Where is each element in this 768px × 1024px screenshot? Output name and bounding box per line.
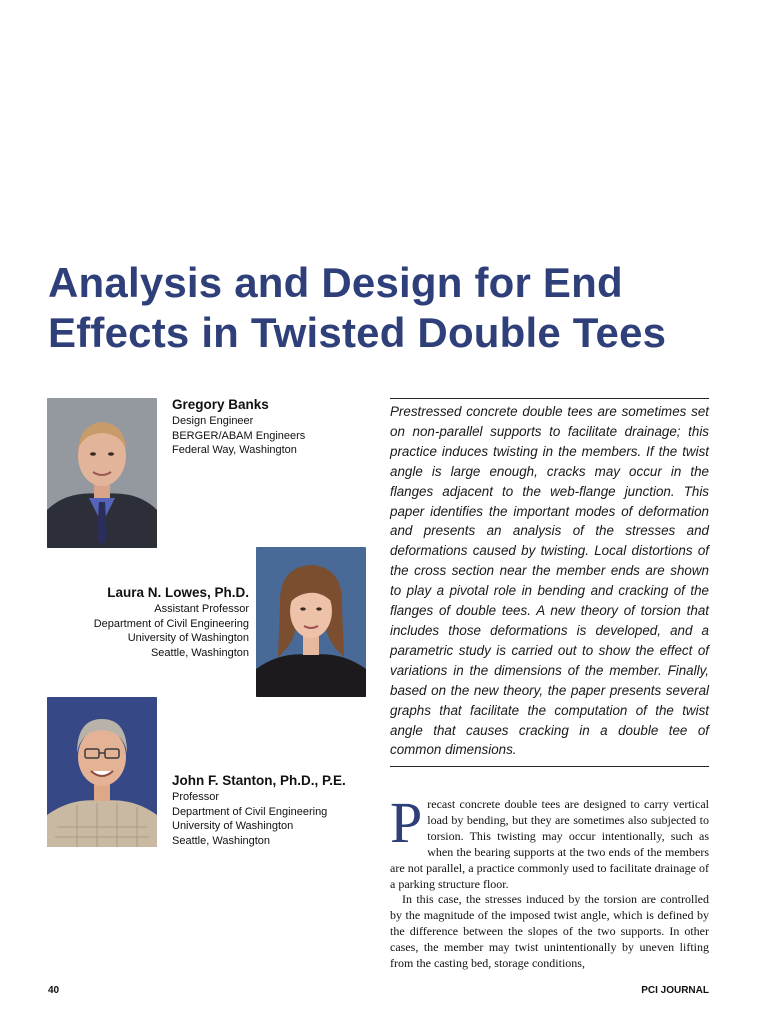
page-number: 40 [48,985,60,996]
body-paragraph-2: In this case, the stresses induced by the torsion are controlled by the magnitude of the imposed twist angle, which is defined by the difference between the slopes of the two supports. In other cases, the member may twist unintentionally by uneven lifting from the casting bed, storage conditions, [390,892,709,971]
title-line-2: Effects in Twisted Double Tees [48,309,667,356]
author-photo-lowes [256,547,366,697]
author-lowes [60,584,249,660]
journal-name: PCI JOURNAL [641,985,709,996]
body-text [390,790,709,972]
title-line-1: Analysis and Design for End [48,259,623,306]
author-location: Seattle, Washington [150,646,249,659]
author-banks [172,396,305,458]
author-photo-stanton [47,697,157,847]
author-photo-banks [47,398,157,548]
author-department: Department of Civil Engineering [93,617,249,630]
author-location: Federal Way, Washington [172,444,297,456]
author-affiliation: University of Washington [172,820,294,832]
article-title [48,258,728,358]
author-affiliation: University of Washington [127,632,249,644]
author-stanton [172,772,346,848]
author-name: Gregory Banks [172,397,269,412]
author-name: Laura N. Lowes, Ph.D. [107,585,249,600]
drop-cap: P [390,790,423,855]
author-title: Assistant Professor [154,603,249,615]
abstract: Prestressed concrete double tees are sometimes set on non-parallel supports to facilitate drainage; this practice induces twisting in the members. If the twist angle is large enough, cracks may occur in the flanges adjacent to the web-flange junction. This paper identifies the important modes of deformation and presents an analysis of the stresses and deformations caused by twisting. Local distortions of the cross section near the member ends are shown to play a pivotal role in bending and cracking of the flanges of double tees. A new theory of torsion that includes those deformations is developed, and a parametric study is carried out to show the effect of variations in the dimensions of the member. Finally, based on the new theory, the paper presents several graphs that facilitate the computation of the twist angle that causes cracking in a double tee of common dimensions. [390,398,709,767]
author-title: Design Engineer [172,415,254,427]
author-location: Seattle, Washington [172,834,271,847]
author-department: Department of Civil Engineering [172,805,328,818]
body-paragraph-1-text: recast concrete double tees are designed to carry vertical load by bending, but they are sometimes also subjected to torsion. This twisting may occur intentionally, such as when the bearing supports at the two ends of the members are not parallel, a practice commonly used to facilitate drainage of a parking structure floor. [390,797,709,891]
author-title: Professor [172,791,220,803]
body-paragraph-1 [390,790,709,892]
author-affiliation: BERGER/ABAM Engineers [172,429,306,442]
author-name: John F. Stanton, Ph.D., P.E. [172,773,346,788]
